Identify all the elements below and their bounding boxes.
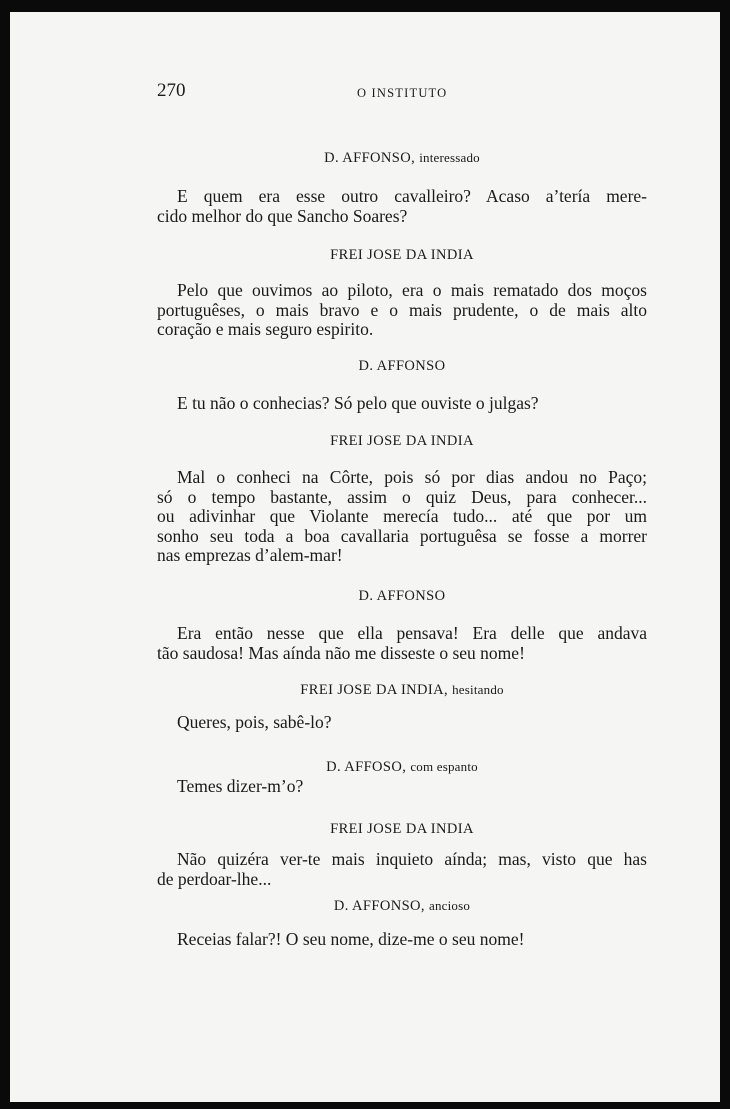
speech-text	[157, 850, 647, 889]
speech-text	[157, 468, 647, 566]
speaker-heading	[157, 682, 647, 699]
running-head: O INSTITUTO	[357, 86, 448, 100]
stage-direction: interessado	[419, 150, 480, 165]
speaker-heading	[157, 358, 647, 375]
speech-line: Queres, pois, sabê-lo?	[177, 712, 332, 732]
speech-line: E tu não o conhecias? Só pelo que ouviste o julgas?	[177, 393, 539, 413]
speech-text	[157, 624, 647, 663]
stage-direction: com espanto	[410, 759, 478, 774]
speaker-name: FREI JOSE DA INDIA	[330, 821, 474, 837]
speech-line: só o tempo bastante, assim o quiz Deus, para conhecer...	[157, 486, 647, 507]
speech-text	[157, 713, 647, 733]
speaker-name: D. AFFONSO,	[324, 150, 416, 166]
speech-text	[157, 187, 647, 226]
speech-line: Era então nesse que ella pensava! Era delle que andava	[177, 623, 647, 643]
speaker-heading	[157, 588, 647, 605]
speaker-heading	[157, 247, 647, 264]
stage-direction: hesitando	[452, 682, 504, 697]
speech-line: Temes dizer-m’o?	[177, 776, 304, 796]
speech-line: E quem era esse outro cavalleiro? Acaso a’tería mere-	[177, 186, 647, 206]
speech-line: sonho seu toda a boa cavallaria portuguêsa se fosse a morrer	[157, 525, 647, 546]
speech-line: ou adivinhar que Violante merecía tudo... até que por um	[157, 506, 647, 526]
page-number: 270	[157, 80, 186, 101]
speaker-name: FREI JOSE DA INDIA	[330, 247, 474, 263]
speech-line: de perdoar-lhe...	[157, 868, 272, 889]
speaker-heading	[157, 433, 647, 450]
speaker-name: D. AFFONSO	[358, 358, 446, 374]
speaker-heading	[157, 150, 647, 167]
speaker-heading	[157, 759, 647, 776]
speaker-name: FREI JOSE DA INDIA	[330, 433, 474, 449]
speaker-name: D. AFFOSO,	[326, 759, 407, 775]
speech-text	[157, 777, 647, 797]
speaker-heading	[157, 821, 647, 838]
speaker-heading	[157, 898, 647, 915]
page-header	[157, 80, 647, 110]
speech-line: Mal o conheci na Côrte, pois só por dias andou no Paço;	[177, 467, 647, 487]
speech-line: tão saudosa! Mas aínda não me disseste o seu nome!	[157, 642, 525, 663]
speech-text	[157, 281, 647, 340]
speech-line: Receias falar?! O seu nome, dize-me o seu nome!	[177, 929, 525, 949]
speaker-name: FREI JOSE DA INDIA,	[300, 682, 449, 698]
speech-line: Não quizéra ver-te mais inquieto aínda; mas, visto que has	[177, 849, 647, 869]
speaker-name: D. AFFONSO	[358, 588, 446, 604]
speech-line: portuguêses, o mais bravo e o mais prudente, o de mais alto	[157, 299, 647, 320]
speech-line: nas emprezas d’alem-mar!	[157, 545, 343, 565]
speaker-name: D. AFFONSO,	[333, 898, 425, 914]
speech-line: Pelo que ouvimos ao piloto, era o mais rematado dos moços	[177, 280, 647, 300]
speech-line: coração e mais seguro espirito.	[157, 319, 374, 339]
speech-text	[157, 930, 647, 950]
speech-text	[157, 394, 647, 414]
stage-direction: ancioso	[428, 898, 471, 913]
speech-line: cido melhor do que Sancho Soares?	[157, 205, 408, 226]
